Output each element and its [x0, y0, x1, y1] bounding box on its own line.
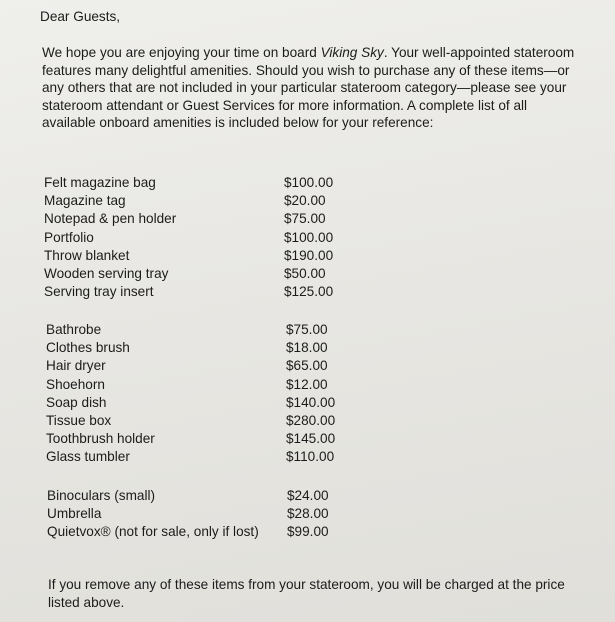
- item-price: $24.00: [287, 488, 329, 503]
- item-price: $18.00: [286, 340, 328, 356]
- item-price: $280.00: [286, 412, 336, 428]
- footer-note: If you remove any of these items from your stateroom, you will be charged at the price listed above.: [48, 577, 565, 610]
- item-name: Umbrella: [47, 506, 102, 522]
- item-price: $12.00: [286, 376, 328, 392]
- intro-text-start: We hope you are enjoying your time on board: [42, 45, 321, 60]
- amenity-row: [44, 210, 374, 228]
- item-price: $50.00: [284, 265, 326, 281]
- item-name: Wooden serving tray: [44, 265, 169, 281]
- amenity-row: [44, 247, 374, 265]
- item-name: Hair dryer: [46, 358, 106, 374]
- intro-paragraph: [42, 44, 582, 132]
- item-name: Throw blanket: [44, 247, 130, 263]
- item-name: Clothes brush: [46, 340, 130, 356]
- item-price: $75.00: [284, 211, 326, 227]
- item-name: Notepad & pen holder: [44, 211, 177, 227]
- item-price: $125.00: [284, 284, 334, 300]
- amenity-row: [46, 394, 376, 412]
- item-name: Quietvox® (not for sale, only if lost): [47, 524, 259, 540]
- amenity-group-3: [47, 487, 387, 542]
- item-price: $20.00: [284, 193, 326, 209]
- amenity-row: [44, 174, 374, 192]
- amenity-row: [46, 412, 376, 430]
- item-name: Toothbrush holder: [46, 431, 155, 447]
- amenity-row: [44, 283, 374, 301]
- item-name: Binoculars (small): [47, 488, 156, 503]
- item-price: $140.00: [286, 394, 336, 410]
- item-name: Tissue box: [46, 412, 112, 428]
- item-name: Shoehorn: [46, 376, 105, 392]
- amenity-row: [44, 192, 374, 210]
- item-price: $100.00: [284, 229, 334, 245]
- greeting: Dear Guests,: [40, 9, 121, 24]
- item-name: Serving tray insert: [44, 284, 154, 300]
- item-name: Bathrobe: [46, 322, 102, 337]
- item-price: $145.00: [286, 431, 336, 447]
- amenity-row: [46, 430, 376, 448]
- amenity-row: [46, 448, 376, 466]
- item-name: Felt magazine bag: [44, 175, 156, 190]
- amenity-group-1: [44, 174, 374, 301]
- amenity-row: [46, 321, 376, 339]
- item-name: Magazine tag: [44, 193, 126, 209]
- amenity-row: [46, 357, 376, 375]
- intro-text-end: . Your well-appointed stateroom features many delightful amenities. Should you wish to purchase any of these items—or any others that are not included in your particular stateroom category—please see your stateroom attendant or Guest Services for more information. A complete list of all available onboard amenities is included below for your reference:: [42, 45, 575, 131]
- item-price: $75.00: [286, 322, 328, 337]
- amenity-row: [47, 505, 387, 523]
- item-price: $100.00: [284, 175, 334, 190]
- item-price: $28.00: [287, 506, 329, 522]
- item-name: Portfolio: [44, 229, 94, 245]
- item-name: Glass tumbler: [46, 449, 130, 465]
- amenity-row: [46, 339, 376, 357]
- item-price: $65.00: [286, 358, 328, 374]
- item-price: $110.00: [286, 449, 335, 465]
- amenity-group-2: [46, 321, 376, 467]
- amenity-row: [47, 487, 387, 505]
- amenity-row: [44, 265, 374, 283]
- amenity-row: [47, 523, 387, 541]
- item-price: $99.00: [287, 524, 329, 540]
- ship-name: Viking Sky: [320, 45, 384, 60]
- amenity-row: [46, 376, 376, 394]
- amenity-row: [44, 229, 374, 247]
- item-price: $190.00: [284, 247, 334, 263]
- item-name: Soap dish: [46, 394, 107, 410]
